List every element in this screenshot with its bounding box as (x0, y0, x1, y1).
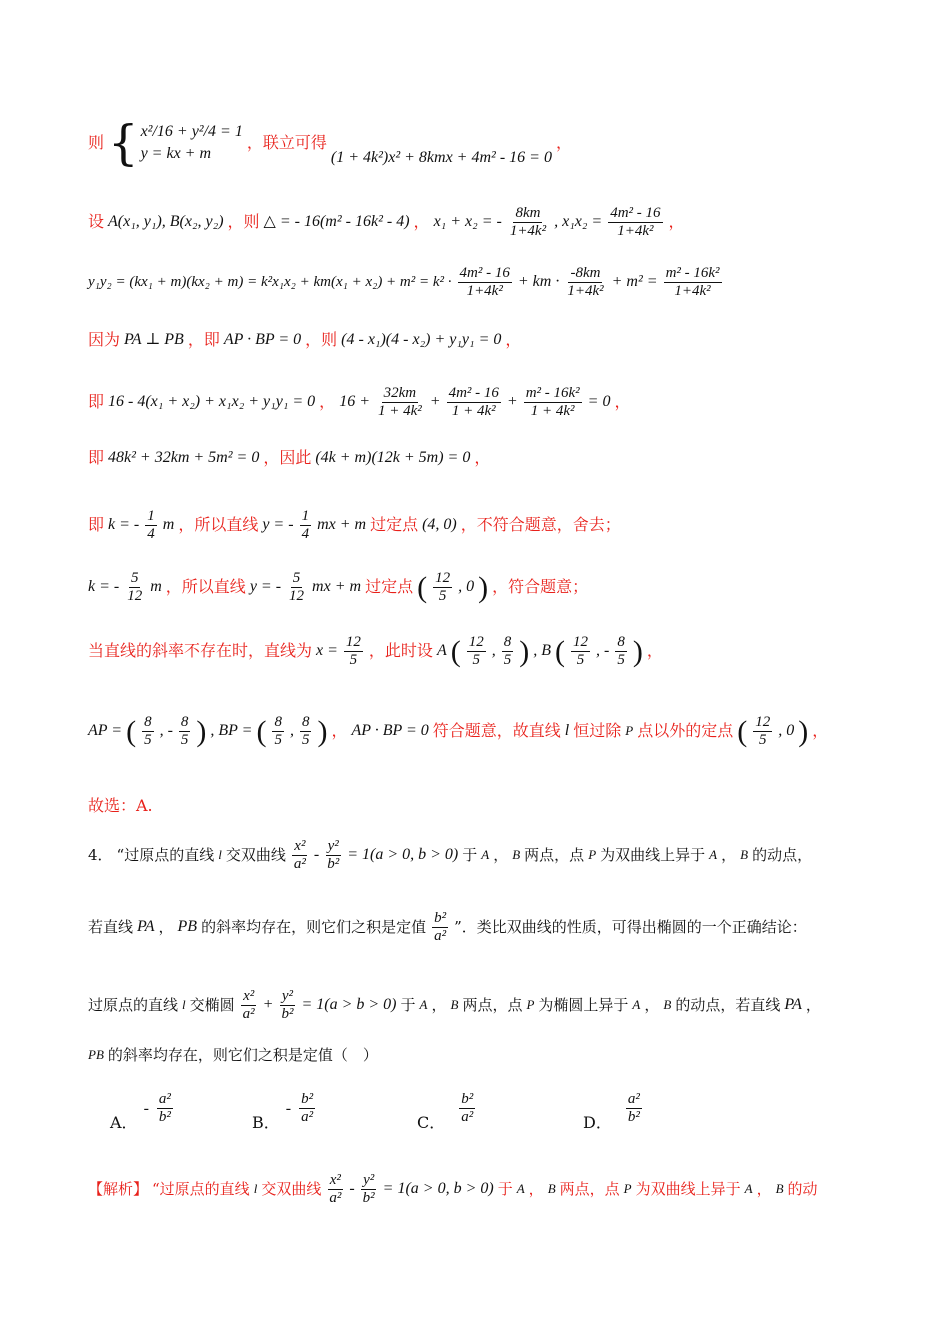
fraction: $\frac{8}{5}$ (274, 713, 282, 748)
equation: x = (316, 642, 338, 660)
text: 当直线的斜率不存在时，直线为 (88, 641, 313, 661)
text: “过原点的直线 (116, 846, 215, 864)
paren: ) (798, 715, 809, 748)
math-op: - (349, 1180, 355, 1198)
equation: = 0 (587, 393, 611, 411)
equation: △ = - 16(m² - 16k² - 4) (263, 213, 410, 231)
equation: AP · BP = 0 (223, 331, 302, 348)
paren: ) (196, 715, 207, 748)
paren: ( (737, 715, 748, 748)
text: 为双曲线上异于 (635, 1180, 741, 1198)
text: 恒过除 (573, 721, 622, 741)
text: ，联立可得 (246, 133, 327, 152)
fraction: $\frac{8}{5}$ (617, 633, 625, 668)
math-var: B (775, 1181, 784, 1197)
equation: AP · BP = 0 (351, 722, 429, 740)
fraction: $\frac{\text{4m² - 16}}{\text{1+4k²}}$ (610, 205, 661, 240)
math-var: l (218, 847, 222, 863)
text: ， (614, 392, 631, 412)
math-var: l (253, 1181, 258, 1197)
equation: y = - (262, 516, 294, 534)
question-line-1 (88, 838, 890, 874)
equation: m (162, 516, 175, 534)
text: 过定点 (365, 577, 414, 597)
text: 的动点， (752, 846, 813, 864)
fraction: $\frac{\text{4m² - 16}}{\text{1 + 4k²}}$ (448, 385, 499, 420)
text: 于 (497, 1180, 513, 1198)
equation: y₁y₂ = (kx₁ + m)(kx₂ + m) = k²x₁x₂ + km(x₁ + x₂) + m² = k² · (88, 274, 452, 290)
equation: + km · (517, 273, 560, 291)
text: 过原点的直线 (88, 996, 179, 1014)
math-var: B (450, 997, 459, 1013)
fraction: $\frac{8}{5}$ (144, 713, 152, 748)
text: ， (505, 330, 522, 349)
math-op: + (262, 996, 274, 1014)
option-sign: - (143, 1099, 149, 1117)
equation: AP = (88, 722, 123, 740)
text: ， (756, 1180, 772, 1198)
fraction: $\frac{\text{x²}}{\text{a²}}$ (242, 988, 255, 1023)
option-label: C． (417, 1113, 446, 1132)
math-var: A (516, 1181, 525, 1197)
text: ， (644, 996, 660, 1014)
plus: + (429, 393, 441, 411)
equation: (4 - x₁)(4 - x₂) + y₁y₁ = 0 (341, 331, 502, 348)
paren: ( (126, 715, 137, 748)
equation: m (150, 578, 162, 596)
math-var: A (632, 997, 641, 1013)
fraction: $\frac{\text{y²}}{\text{b²}}$ (281, 988, 294, 1023)
equation-system: { x²/16 + y²/4 = 1 y = kx + m (108, 115, 243, 172)
fraction: $\frac{5}{12}$ (127, 569, 143, 604)
text: 交椭圆 (189, 996, 235, 1014)
option-label: B． (252, 1113, 280, 1132)
fraction: $\frac{\text{x²}}{\text{a²}}$ (293, 838, 306, 873)
equation: A (436, 642, 447, 660)
text: 两点，点 (559, 1180, 620, 1198)
option-label: D． (583, 1113, 612, 1132)
fraction: $\frac{12}{5}$ (755, 713, 771, 748)
paren: ) (632, 635, 643, 668)
option-a[interactable] (110, 1084, 175, 1133)
fraction: $\frac{12}{5}$ (345, 633, 361, 668)
fraction: $\frac{12}{5}$ (435, 569, 451, 604)
equation: k = - (108, 516, 140, 534)
fraction: $\frac{\text{m² - 16k²}}{\text{1+4k²}}$ (665, 265, 720, 300)
system-eq-2: y = kx + m (140, 145, 212, 163)
text: ， (721, 846, 737, 864)
equation: = 1(a > 0, b > 0) (382, 1180, 494, 1198)
fraction: $\frac{\text{x²}}{\text{a²}}$ (329, 1172, 342, 1207)
math-var: PA (137, 918, 155, 936)
text: 的斜率均存在，则它们之积是定值（ ） (107, 1046, 378, 1064)
option-c[interactable] (417, 1084, 477, 1133)
math-var: A (481, 847, 490, 863)
text: ， (555, 133, 572, 152)
analysis-line (88, 1172, 890, 1208)
equation: + m² = (611, 273, 658, 291)
text: ， (331, 721, 348, 741)
text: ， (493, 846, 509, 864)
fraction: $\frac{8km}{\text{1+4k²}}$ (509, 205, 547, 240)
text: 点以外的定点 (637, 721, 734, 741)
analysis-tag: 【解析】 (88, 1180, 149, 1198)
fraction: $\frac{8}{5}$ (301, 713, 310, 748)
text: 的动点，若直线 (675, 996, 781, 1014)
paren: ) (317, 715, 328, 748)
paren: ( (450, 635, 461, 668)
comma: , - (159, 722, 173, 740)
math-var: A (419, 997, 428, 1013)
text: 则 (88, 133, 105, 152)
option-d[interactable] (583, 1084, 644, 1133)
solution-line-8 (88, 568, 890, 607)
option-label: A． (110, 1113, 138, 1132)
option-b[interactable] (252, 1084, 317, 1133)
paren: ( (417, 571, 428, 604)
text: 交双曲线 (225, 846, 286, 864)
comma: , (491, 642, 496, 660)
solution-line-10 (88, 712, 890, 751)
math-var: P (623, 1181, 632, 1197)
fraction: $\frac{\text{4m² - 16}}{\text{1+4k²}}$ (459, 265, 510, 300)
text: ，符合题意； (492, 577, 589, 597)
equation: = 1(a > 0, b > 0) (347, 846, 459, 864)
text: 符合题意，故直线 (432, 721, 561, 741)
solution-line-5 (88, 385, 890, 421)
text: 交双曲线 (261, 1180, 322, 1198)
equation: , BP = (210, 722, 253, 740)
question-number: 4． (88, 846, 113, 864)
text: “过原点的直线 (152, 1180, 250, 1198)
option-fraction: $\frac{\text{b²}}{\text{a²}}$ (461, 1090, 474, 1125)
fraction: $\frac{8}{5}$ (503, 633, 512, 668)
option-fraction: $\frac{\text{b²}}{\text{a²}}$ (301, 1090, 314, 1125)
text: 若直线 (88, 918, 134, 936)
equation: (1 + 4k²)x² + 8kmx + 4m² - 16 = 0 (330, 149, 552, 166)
equation: y = - (249, 578, 282, 596)
equation: mx + m (312, 578, 362, 596)
math-var: A (744, 1181, 753, 1197)
equation: 16 + (339, 393, 370, 411)
fraction: $\frac{12}{5}$ (573, 633, 588, 668)
text: ，此时设 (368, 641, 433, 661)
math-var: A (709, 847, 718, 863)
paren: ( (256, 715, 267, 748)
fraction: $\frac{-8km}{\text{1+4k²}}$ (567, 265, 604, 300)
fraction: $\frac{\text{b²}}{\text{a²}}$ (434, 910, 447, 945)
text: 即 (88, 515, 105, 535)
solution-line-3 (88, 265, 890, 301)
math-var: l (182, 997, 186, 1013)
equation: P (625, 723, 634, 739)
text: ，所以直线 (165, 577, 246, 597)
math-var: P (526, 997, 535, 1013)
text: ， (319, 392, 336, 412)
text: ， (812, 721, 829, 741)
math-var: PB (177, 918, 198, 936)
text: ， (431, 996, 447, 1014)
math-var: B (663, 997, 672, 1013)
question-line-4 (88, 1046, 890, 1066)
solution-line-1 (88, 115, 890, 172)
fraction: $\frac{\text{y²}}{\text{b²}}$ (362, 1172, 375, 1207)
text: ， (646, 641, 663, 661)
equation: mx + m (317, 516, 367, 534)
text: 因为 (88, 330, 121, 349)
comma: , - (596, 642, 610, 660)
equation: PA ⊥ PB (124, 331, 184, 348)
paren: ( (555, 635, 565, 668)
text: 设 (88, 212, 105, 232)
text: ，则 (305, 330, 338, 349)
text: ，因此 (263, 448, 312, 467)
text: 为椭圆上异于 (538, 996, 629, 1014)
math-var: B (740, 847, 749, 863)
equation: x₁ + x₂ = - (433, 213, 502, 231)
text: 的斜率均存在，则它们之积是定值 (201, 918, 427, 936)
math-var: B (547, 1181, 556, 1197)
text: ， (528, 1180, 544, 1198)
text: ， (474, 448, 491, 467)
solution-line-4 (88, 330, 890, 351)
fraction: $\frac{\text{m² - 16k²}}{\text{1 + 4k²}}$ (525, 385, 580, 420)
text: ，则 (227, 212, 260, 232)
option-fraction: $\frac{\text{a²}}{\text{b²}}$ (158, 1090, 171, 1125)
text: ，即 (187, 330, 220, 349)
paren: ) (519, 635, 530, 668)
text: ， (158, 918, 174, 936)
text: 两点，点 (462, 996, 523, 1014)
math-var: PA (784, 996, 802, 1014)
solution-line-6 (88, 448, 890, 469)
math-op: - (313, 846, 320, 864)
question-line-2 (88, 910, 890, 946)
text: ”．类比双曲线的性质，可得出椭圆的一个正确结论： (454, 918, 807, 936)
text: 于 (400, 996, 416, 1014)
option-fraction: $\frac{\text{a²}}{\text{b²}}$ (627, 1090, 640, 1125)
text: ， (668, 212, 685, 232)
equation: (4, 0) (422, 516, 457, 534)
text: 即 (88, 448, 105, 467)
fraction: $\frac{1}{4}$ (147, 508, 155, 543)
solution-line-2 (88, 205, 890, 241)
equation: 16 - 4(x₁ + x₂) + x₁x₂ + y₁y₁ = 0 (108, 393, 316, 411)
paren: ) (478, 571, 489, 604)
solution-line-9 (88, 632, 890, 671)
text: ， (413, 212, 430, 232)
option-sign: - (285, 1099, 292, 1117)
equation: A(x₁, y₁), B(x₂, y₂) (108, 213, 224, 231)
fraction: $\frac{5}{12}$ (289, 569, 305, 604)
answer-line (88, 796, 890, 817)
math-var: B (512, 847, 521, 863)
text: 过定点 (370, 515, 419, 535)
equation: l (564, 722, 570, 740)
equation: = 1(a > b > 0) (301, 996, 397, 1014)
answer-text: 故选：A. (88, 796, 153, 815)
plus: + (506, 393, 518, 411)
fraction: $\frac{1}{4}$ (301, 508, 310, 543)
text: ， (805, 996, 821, 1014)
fraction: $\frac{12}{5}$ (468, 633, 484, 668)
text: 于 (462, 846, 478, 864)
text: 即 (88, 392, 105, 412)
math-var: PB (88, 1047, 104, 1063)
math-var: P (588, 847, 597, 863)
fraction: $\frac{32km}{\text{1 + 4k²}}$ (377, 385, 422, 420)
comma: , (289, 722, 294, 740)
text: 的动 (787, 1180, 818, 1198)
equation: (4k + m)(12k + 5m) = 0 (315, 449, 471, 466)
equation: , B (533, 642, 551, 660)
text: ，不符合题意，舍去； (460, 515, 621, 535)
equation: , x₁x₂ = (554, 213, 603, 231)
question-line-3 (88, 988, 890, 1024)
equation: k = - (88, 578, 120, 596)
system-eq-1: x²/16 + y²/4 = 1 (140, 122, 243, 140)
text: 两点，点 (524, 846, 585, 864)
fraction: $\frac{8}{5}$ (180, 713, 189, 748)
equation: 48k² + 32km + 5m² = 0 (108, 449, 260, 466)
solution-line-7 (88, 508, 890, 544)
text: ，所以直线 (178, 515, 259, 535)
text: 为双曲线上异于 (600, 846, 706, 864)
equation: , 0 (458, 578, 475, 596)
equation: , 0 (778, 722, 795, 740)
fraction: $\frac{\text{y²}}{\text{b²}}$ (327, 838, 340, 873)
